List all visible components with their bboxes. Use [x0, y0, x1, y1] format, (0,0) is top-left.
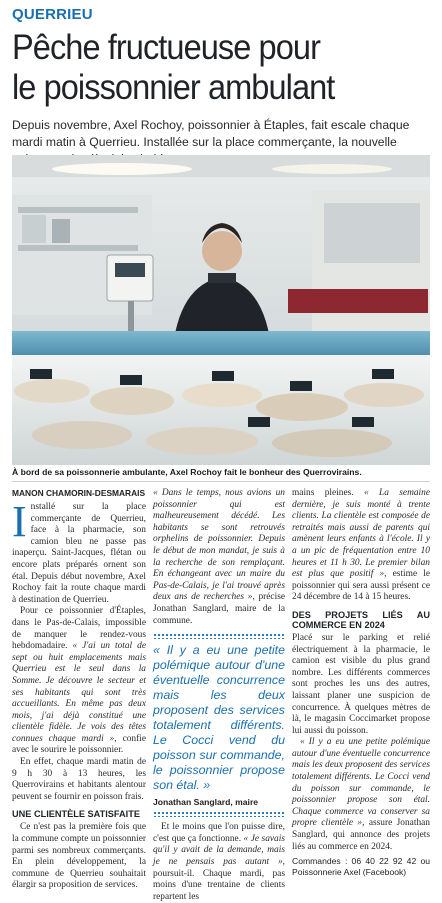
column-3	[292, 488, 430, 878]
section-kicker: QUERRIEU	[12, 6, 93, 23]
column-1	[12, 488, 146, 892]
col3-paragraph-3: « Il y a eu une petite polémique autour d'une éventuelle concurrence mais les deux proposent des services totalement différents. Le Cocci vend du poisson sur commande, le poissonnier propose son étal. Chaque commerce va conserver sa propre clientèle », assure Jonathan Sanglard, qui annonce des projets liés au commerce en 2024.	[292, 737, 430, 852]
article-photo	[12, 155, 430, 465]
article-lead: Depuis novembre, Axel Rochoy, poissonnier à Étaples, fait escale chaque mardi matin à Querrieu. Installée sur la place commerçante, la nouvelle	[12, 118, 410, 149]
photo-caption: À bord de sa poissonnerie ambulante, Axel Rochoy fait le bonheur des Querrovirains.	[12, 467, 362, 477]
col1-paragraph-1: Installé sur la place commerçante de Querrieu, face à la pharmacie, son camion bleu ne passe pas inaperçu. Saint-Jacques, flétan ou encore plats préparés ornent son étal. Depuis début novembre, Axel Rochoy fait la route chaque mardi à destination de Querrieu.	[12, 497, 146, 605]
pull-quote-author: Jonathan Sanglard, maire	[153, 797, 259, 808]
col1-paragraph-4: Ce n'est pas la première fois que la commune compte un poissonnier parmi ses nombreux commerçants. En plein développement, la commune de Querrieu souhaitait élargir sa proposition de services.	[12, 822, 146, 891]
pull-quote: « Il y a eu une petite polémique autour d'une éventuelle concurrence mais les deux proposent des services totalement différents. Le Cocci vend du poisson sur commande, le poissonnier propose son étal. »	[153, 643, 285, 793]
fishmonger-photo-illustration	[12, 155, 430, 465]
contact-info: Commandes : 06 40 22 92 42 ou Poissonnerie Axel (Facebook)	[292, 856, 430, 878]
subhead-projets: DES PROJETS LIÉS AU COMMERCE EN 2024	[292, 609, 430, 630]
drop-cap: I	[12, 497, 27, 546]
col3-paragraph-1: mains pleines. « La semaine dernière, je suis monté à trente clients. La clientèle est composée de retraités mais aussi de parents qui amènent leurs enfants à l'école. Il y a un pic de fréquentation entre 10 heures et 11 h 30. Le premier bilan est plus que positif », estime le poissonnier qui sera aussi présent ce 24 décembre de 14 à 15 heures.	[292, 488, 431, 603]
byline: MANON CHAMORIN-DESMARAIS	[12, 488, 146, 498]
caption-divider	[12, 481, 430, 482]
headline-line-1: Pêche fructueuse pour	[12, 28, 320, 67]
subhead-clientele: UNE CLIENTÈLE SATISFAITE	[12, 809, 140, 820]
headline	[12, 28, 403, 108]
column-2	[153, 488, 285, 903]
col1-paragraph-2: Pour ce poissonnier d'Étaples, dans le Pas-de-Calais, impossible de manquer le rendez-vous hebdomadaire. « J'ai un total de sept ou huit emplacements mais Querrieu est le seul dans la Somme. Je découvre le secteur et ses habitants qui sont très accueillants. En même pas deux mois, j'ai déjà constitué une clientèle fidèle. Je vois des têtes connues chaque mardi », confie avec le sourire le poissonnier.	[12, 606, 146, 756]
col3-paragraph-2: Placé sur le parking et relié électriquement à la pharmacie, le camion est visible du plus grand nombre. Les différents commerces sont proches les uns des autres, laissant planer une suspicion de concurrence. À quelques mètres de là, le magasin Coccimarket propose lui aussi du poisson.	[292, 632, 430, 736]
col1-paragraph-3: En effet, chaque mardi matin de 9 h 30 à 13 heures, les Querrovirains et habitants alentour peuvent se fournir en poisson frais.	[12, 757, 146, 802]
col2-paragraph-2: Et le moins que l'on puisse dire, c'est que ça fonctionne. « Je savais qu'il y avait de la demande, mais je ne pensais pas autant », poursuit-il. Chaque mardi, pas moins d'une trentaine de clients repartent les	[153, 822, 285, 902]
col2-paragraph-1: « Dans le temps, nous avions un poissonnier qui est malheureusement décédé. Les habitants se sont retrouvés orphelins de poissonnier. Depuis le début de mon mandat, je suis à la recherche de son remplaçant. En échangeant avec un maire du Pas-de-Calais, je l'ai trouvé après deux ans de recherches », précise Jonathan Sanglard, maire de la commune.	[153, 488, 286, 626]
headline-line-2: le poissonnier ambulant	[12, 68, 335, 107]
